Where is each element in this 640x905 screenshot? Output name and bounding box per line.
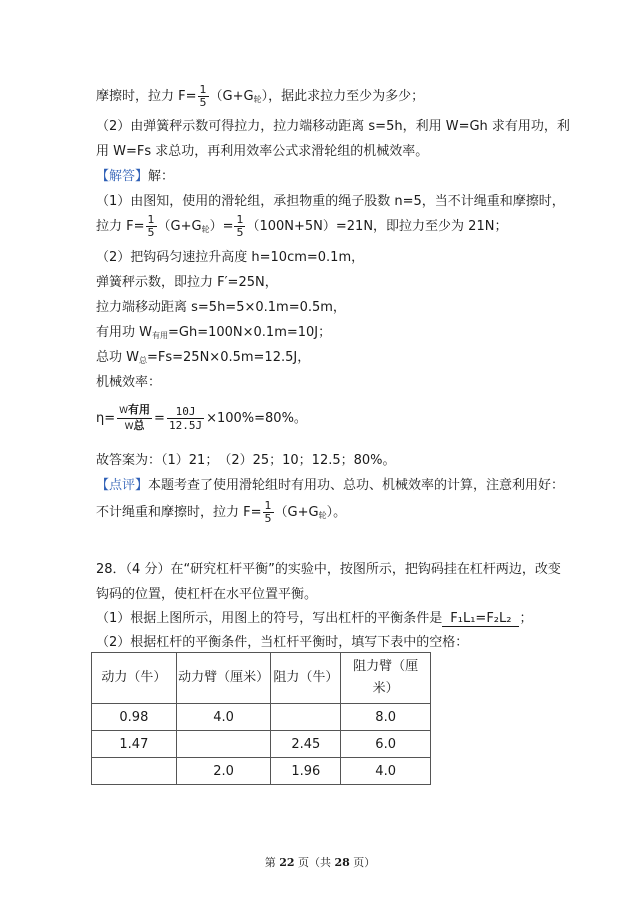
table-cell: 4.0 <box>341 758 431 785</box>
line-7: （2）把钩码匀速拉升高度 h=10cm=0.1m， <box>96 250 365 265</box>
table-cell: 6.0 <box>341 731 431 758</box>
page-footer: 第 22 页（共 28 页） <box>264 856 376 869</box>
line-6: 拉力 F= $\frac{1}{5}$ $(G+G_轮)=$ $\frac{1}{5}$ （100N+5N）=21N，即拉力至少为 21N； <box>96 213 508 239</box>
table-cell: 0.98 <box>92 704 177 731</box>
table-cell: 1.96 <box>271 758 341 785</box>
answer-heading: 【解答】解： <box>96 169 175 184</box>
table-header-row <box>92 653 431 704</box>
table-cell <box>176 731 271 758</box>
question-28-line-2: 钩码的位置，使杠杆在水平位置平衡。 <box>96 587 318 602</box>
table-cell: 1.47 <box>92 731 177 758</box>
question-28-line-1: 28．（4 分）在“研究杠杆平衡”的实验中，按图所示，把钩码挂在杠杆两边，改变 <box>96 562 561 577</box>
table-row <box>92 731 431 758</box>
table-cell: 2.0 <box>176 758 271 785</box>
line-8: 弹簧秤示数，即拉力 F′=25N， <box>96 275 278 290</box>
efficiency-formula: η= $\frac{\text{W有用}}{\text{W总}}$ = $\frac{10J}{12.5J}$ ×100%=80%。 <box>96 403 307 432</box>
table-cell: 2.45 <box>271 731 341 758</box>
table-header-cell: 阻力臂（厘 米） <box>341 653 431 704</box>
line-9: 拉力端移动距离 s=5h=5×0.1m=0.5m， <box>96 300 346 315</box>
comment-heading: 【点评】本题考查了使用滑轮组时有用功、总功、机械效率的计算，注意利用好： <box>96 478 565 493</box>
final-answer: 故答案为：（1）21； （2）25；10；12.5；80%。 <box>96 453 396 468</box>
table-cell <box>271 704 341 731</box>
line-11: 总功 $W_总=Fs=25N\times 0.5m=12.5J$， <box>96 350 311 365</box>
line-16: 不计绳重和摩擦时，拉力 F= $\frac{1}{5}$ $(G+G_轮)$。 <box>96 499 347 525</box>
line-2: （2）由弹簧秤示数可得拉力，拉力端移动距离 s=5h，利用 W=Gh 求有用功，利 <box>96 119 570 134</box>
table-cell <box>92 758 177 785</box>
efficiency-fraction-numeric: $\frac{10J}{12.5J}$ <box>168 405 203 432</box>
balance-condition-answer: F₁L₁=F₂L₂ <box>442 611 519 627</box>
table-cell: 4.0 <box>176 704 271 731</box>
line-12: 机械效率： <box>96 375 162 390</box>
fraction-one-fifth: $\frac{1}{5}$ <box>147 213 155 239</box>
line-10: 有用功 $W_{有用}=Gh=100N\times 0.1m=10J$； <box>96 325 332 340</box>
fraction-one-fifth: $\frac{1}{5}$ <box>236 213 244 239</box>
line-5: （1）由图知，使用的滑轮组，承担物重的绳子股数 n=5，当不计绳重和摩擦时， <box>96 194 565 209</box>
table-header-cell: 动力（牛） <box>92 653 177 704</box>
line-1: 摩擦时，拉力 F= $\frac{1}{5}$ $(G+G_轮)$，据此求拉力至少为多少； <box>96 83 425 109</box>
fraction-one-fifth: $\frac{1}{5}$ <box>199 83 207 109</box>
question-28-part-2: （2）根据杠杆的平衡条件，当杠杆平衡时，填写下表中的空格： <box>96 635 469 650</box>
efficiency-fraction-symbolic: $\frac{\text{W有用}}{\text{W总}}$ <box>119 403 151 432</box>
lever-data-table <box>91 652 431 785</box>
table-header-cell: 阻力（牛） <box>271 653 341 704</box>
fraction-one-fifth: $\frac{1}{5}$ <box>264 499 272 525</box>
table-row <box>92 758 431 785</box>
comment-tag: 【点评】 <box>96 478 149 493</box>
table-cell: 8.0 <box>341 704 431 731</box>
table-header-cell: 动力臂（厘米） <box>176 653 271 704</box>
line-3: 用 W=Fs 求总功，再利用效率公式求滑轮组的机械效率。 <box>96 144 429 159</box>
table-row <box>92 704 431 731</box>
question-28-part-1: （1）根据上图所示，用图上的符号，写出杠杆的平衡条件是 F₁L₁=F₂L₂ ； <box>96 611 533 626</box>
answer-tag: 【解答】 <box>96 169 149 184</box>
